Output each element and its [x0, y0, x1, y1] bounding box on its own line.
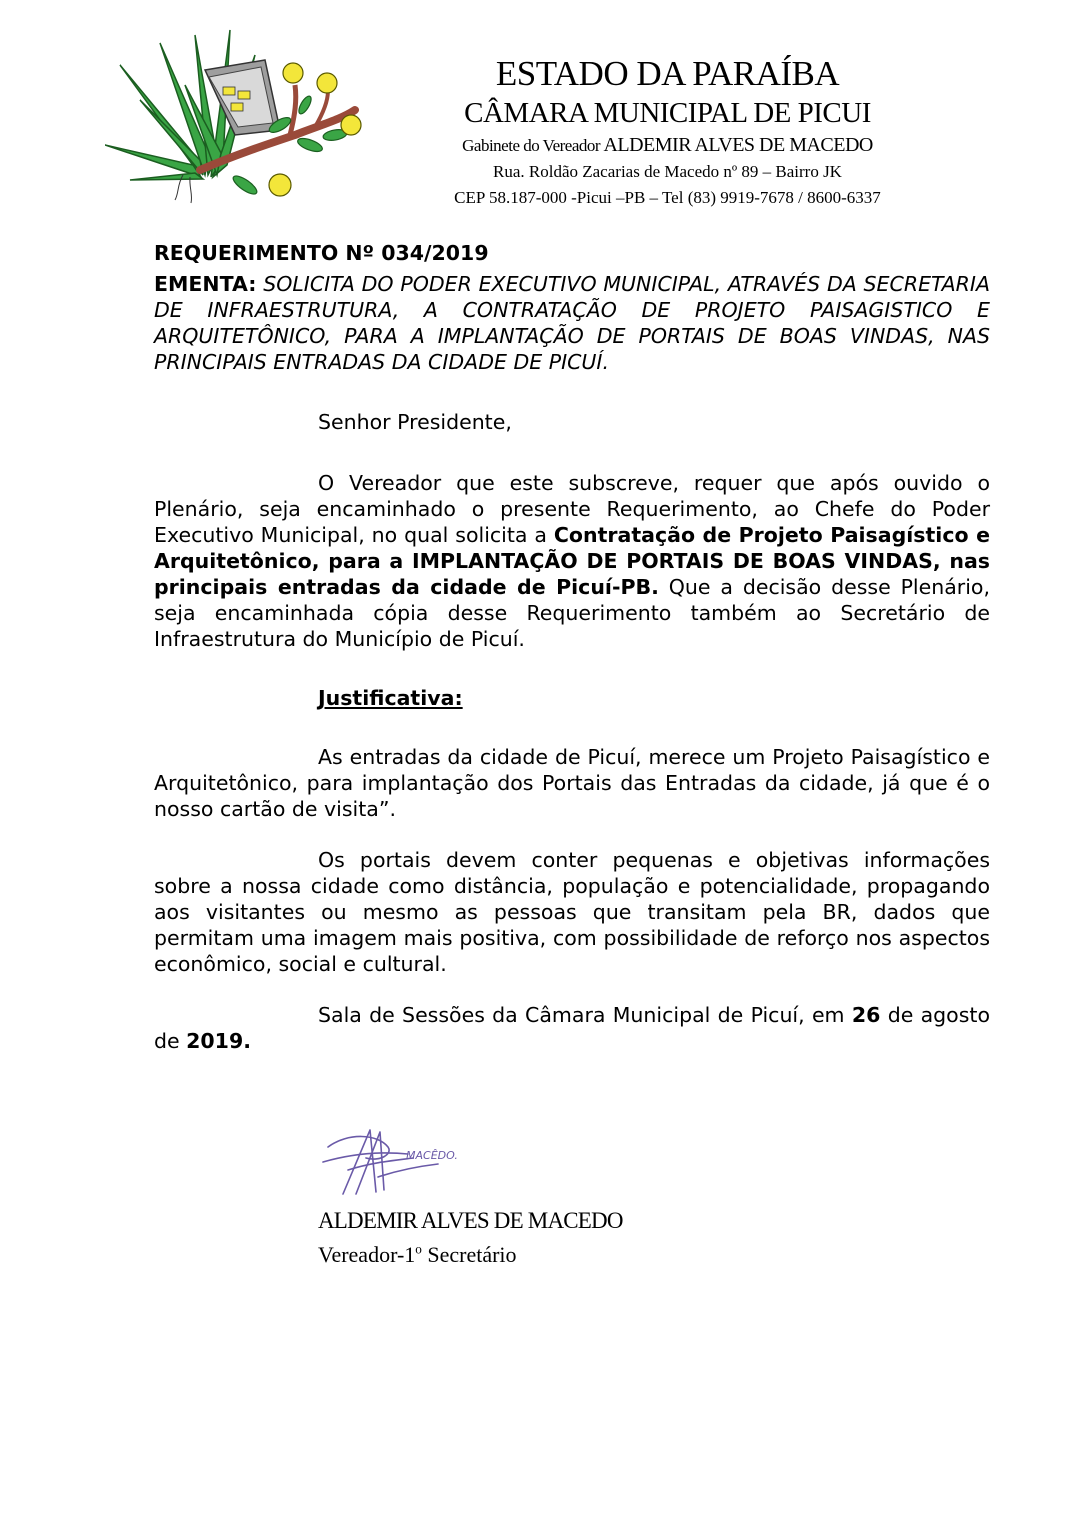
letterhead — [380, 52, 955, 211]
signer-role — [318, 1239, 517, 1271]
paragraph-justification-1-text: As entradas da cidade de Picuí, merece um Projeto Paisagístico e Arquitetônico, para implantação dos Portais das Entradas da cidade, já que é o nosso cartão de visita”. — [154, 745, 990, 821]
signer-name: ALDEMIR ALVES DE MACEDO — [318, 1208, 623, 1233]
state-name: ESTADO DA PARAÍBA — [495, 54, 840, 93]
handwritten-signature — [318, 1122, 493, 1202]
address-line-1: Rua. Roldão Zacarias de Macedo nº 89 – Bairro JK — [493, 162, 842, 181]
paragraph-request-start: O Vereador que este subscreve, requer que após ouvido o Plenário, seja encaminhado o presente Requerimento, ao Chefe do Poder Executivo Municipal, no qual solicita a — [154, 471, 990, 547]
address-line-2: CEP 58.187-000 -Picui –PB – Tel (83) 9919-7678 / 8600-6337 — [454, 188, 881, 207]
ementa — [154, 271, 990, 375]
session-text-mid: de agosto de — [154, 1003, 990, 1053]
signer-role-suffix: Secretário — [421, 1242, 517, 1267]
paragraph-justification-2-text: Os portais devem conter pequenas e objetivas informações sobre a nossa cidade como distância, população e potencialidade, propagando aos visitantes ou mesmo as pessoas que transitam pela BR, dados que permitam uma imagem mais positiva, com possibilidade de reforço nos aspectos econômico, social e cultural. — [154, 848, 990, 976]
paragraph-request-end: Que a decisão desse Plenário, seja encaminhada cópia desse Requerimento também ao Secretário de Infraestrutura do Município de Picuí. — [154, 575, 990, 651]
cabinet-name: ALDEMIR ALVES DE MACEDO — [603, 134, 873, 156]
cabinet-prefix: Gabinete do Vereador — [462, 136, 601, 155]
signer-role-prefix: Vereador-1 — [318, 1242, 416, 1267]
signature-scribble-text: MACÊDO. — [406, 1149, 458, 1162]
session-text-start: Sala de Sessões da Câmara Municipal de Picuí, em — [318, 1003, 845, 1027]
session-year: 2019. — [186, 1029, 251, 1053]
paragraph-justification-2 — [154, 847, 990, 977]
paragraph-request — [154, 470, 990, 652]
cabinet-line — [380, 132, 955, 159]
municipal-coat-of-arms-icon — [105, 25, 370, 210]
salutation: Senhor Presidente, — [318, 410, 512, 434]
paragraph-justification-1 — [154, 744, 990, 822]
ementa-label: EMENTA: — [154, 272, 257, 296]
justification-heading: Justificativa: — [318, 686, 463, 710]
session-day: 26 — [851, 1003, 881, 1027]
paragraph-session-date — [154, 1002, 990, 1054]
signer-role-ordinal: o — [415, 1241, 422, 1257]
chamber-name: CÂMARA MUNICIPAL DE PICUI — [464, 97, 871, 129]
request-title: REQUERIMENTO Nº 034/2019 — [154, 241, 489, 265]
paragraph-request-bold: Contratação de Projeto Paisagístico e Arquitetônico, para a IMPLANTAÇÃO DE PORTAIS DE BOAS VINDAS, nas principais entradas da cidade de Picuí-PB. — [154, 523, 990, 599]
ementa-text: SOLICITA DO PODER EXECUTIVO MUNICIPAL, ATRAVÉS DA SECRETARIA DE INFRAESTRUTURA, A CONTRATAÇÃO DE PROJETO PAISAGISTICO E ARQUITETÔNICO, PARA A IMPLANTAÇÃO DE PORTAIS DE BOAS VINDAS, NAS PRINCIPAIS ENTRADAS DA CIDADE DE PICUÍ. — [154, 272, 990, 374]
